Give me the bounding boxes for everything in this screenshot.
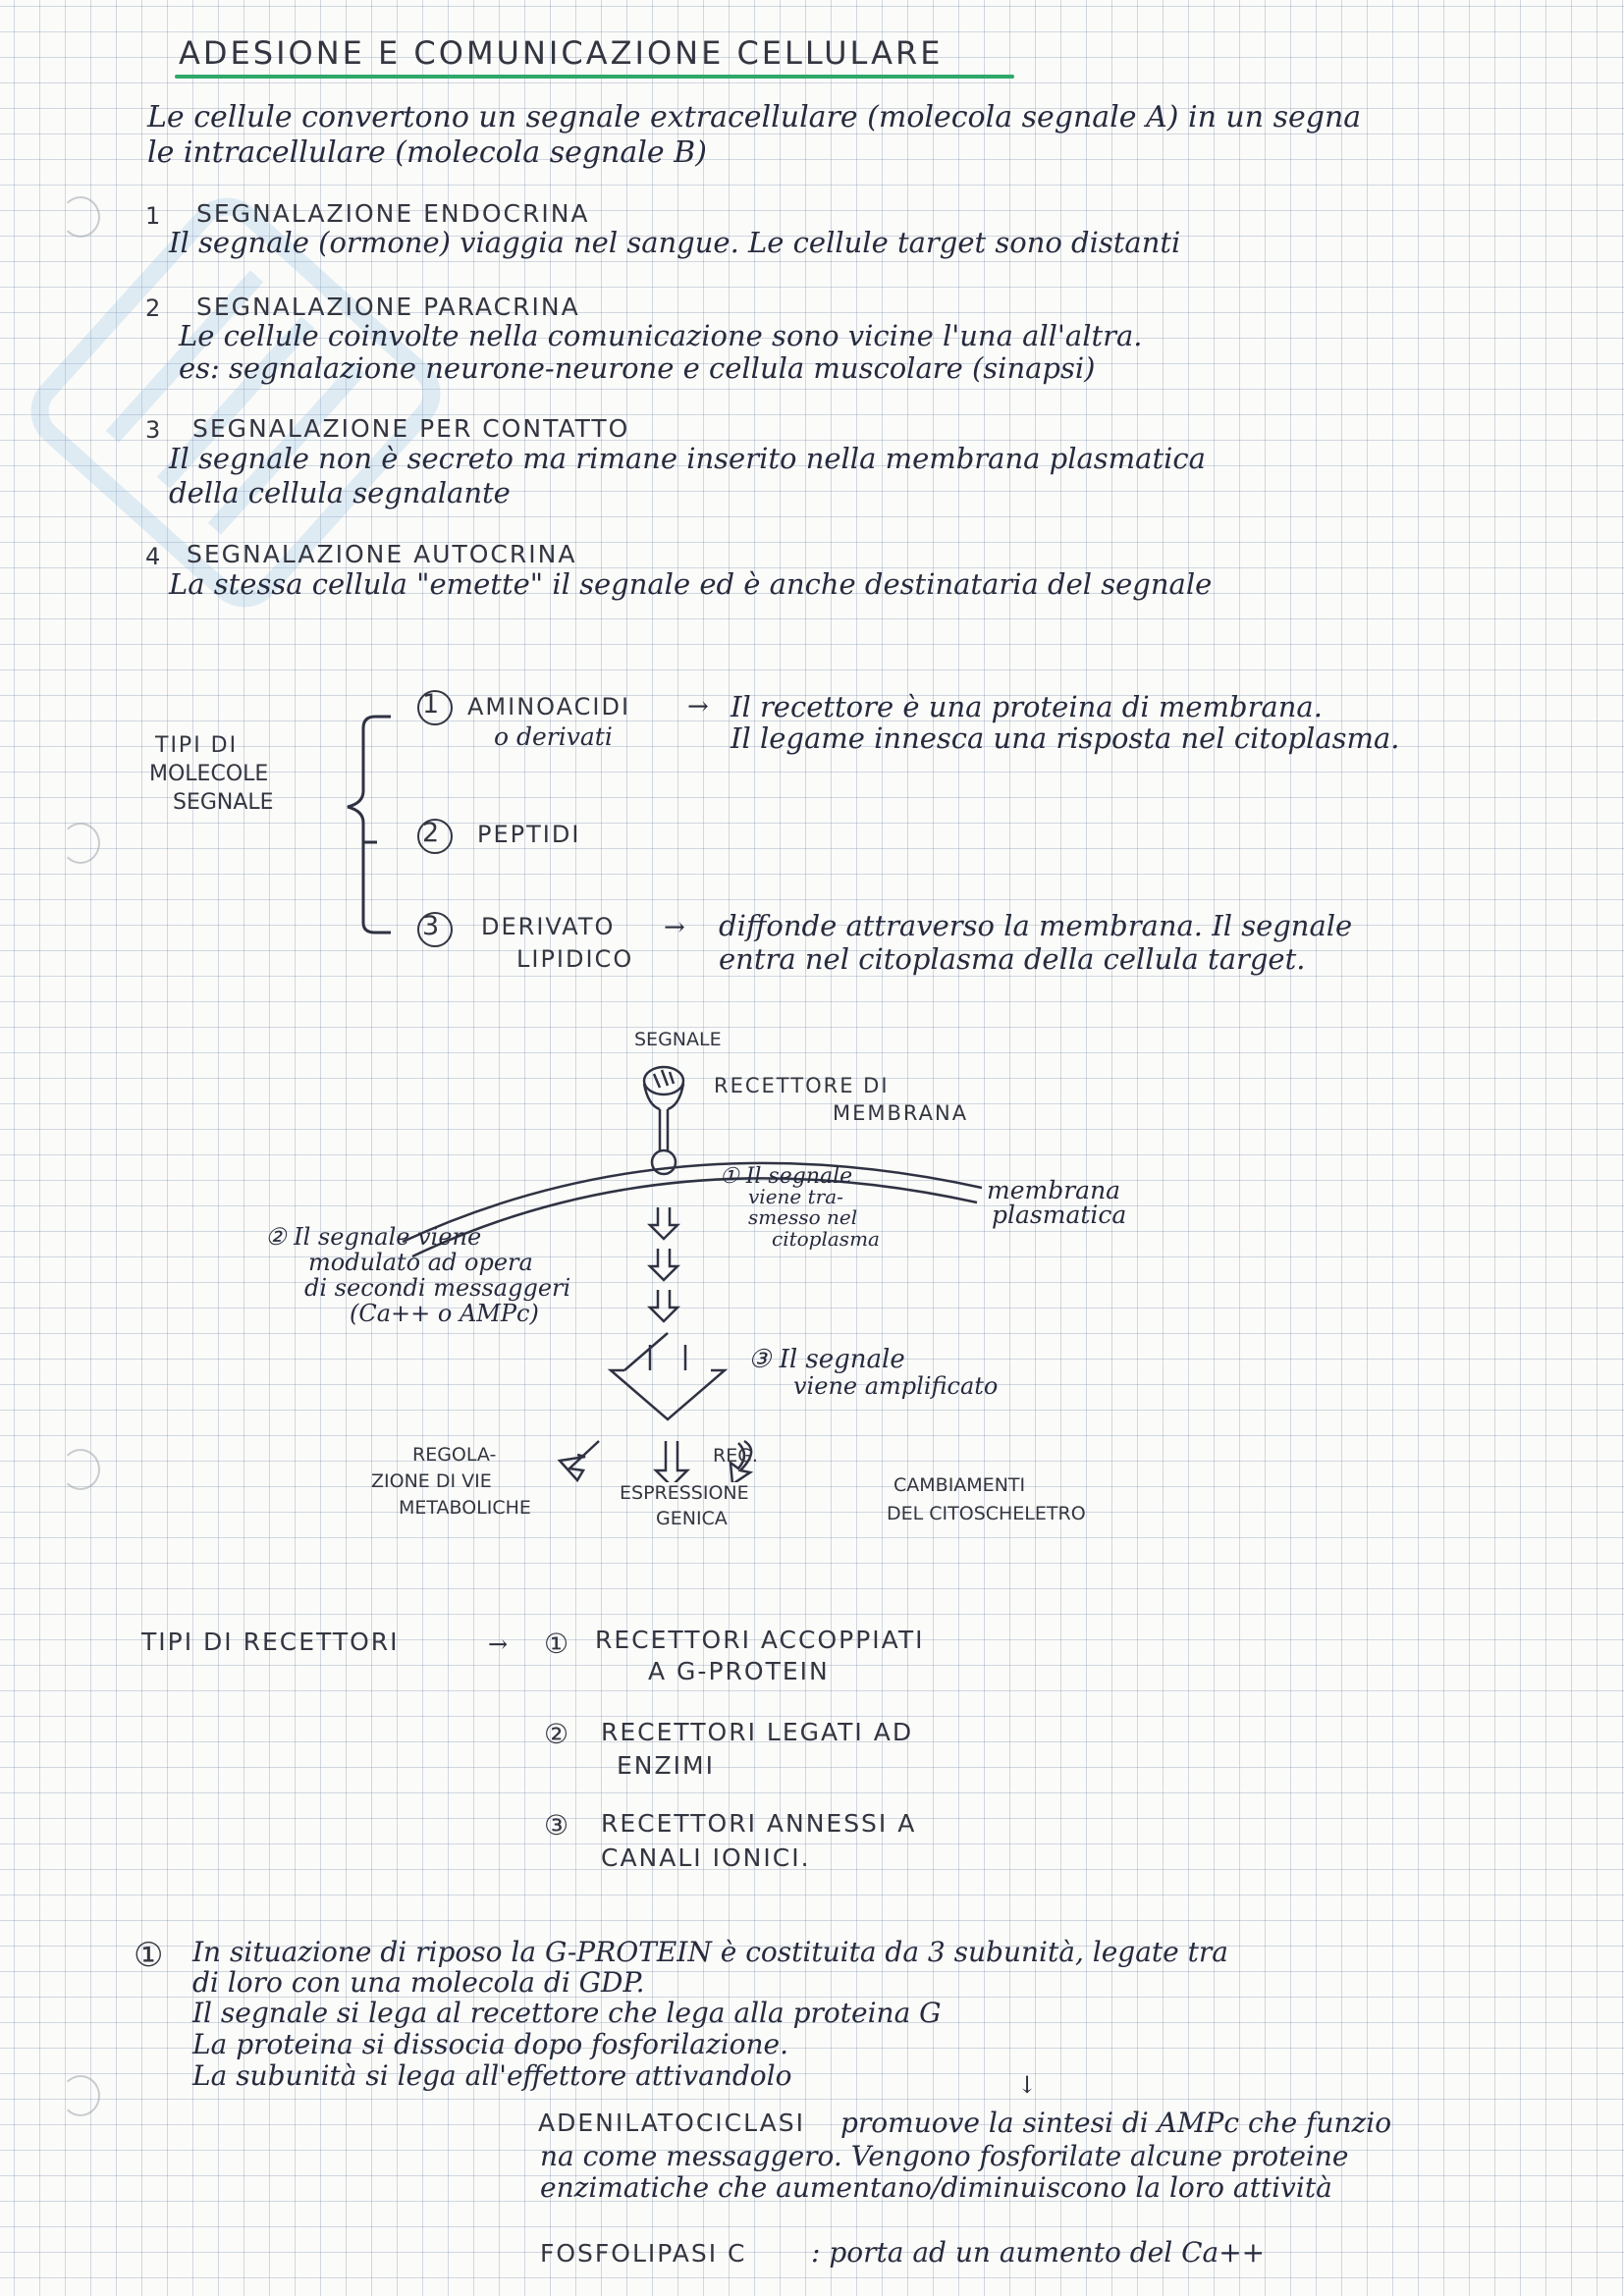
autocrina-heading: SEGNALAZIONE AUTOCRINA	[187, 540, 577, 568]
gprotein-line-3: Il segnale si lega al recettore che lega alla proteina G	[192, 1997, 942, 2029]
recettore-3-line-1: RECETTORI ANNESSI A	[601, 1809, 917, 1838]
aminoacidi-sub: o derivati	[494, 722, 613, 751]
out-mid-2: ESPRESSIONE	[620, 1482, 749, 1504]
page-title: ADESIONE E COMUNICAZIONE CELLULARE	[179, 34, 944, 72]
number-circle	[417, 690, 453, 725]
recettore-num-3: ③	[544, 1809, 571, 1842]
step1-line-2: viene tra-	[748, 1185, 843, 1208]
lipidico-name-1: DERIVATO	[481, 913, 616, 940]
endocrina-heading: SEGNALAZIONE ENDOCRINA	[196, 199, 590, 228]
contatto-text-2: della cellula segnalante	[169, 476, 511, 509]
recettore-num-2: ②	[544, 1718, 571, 1750]
step2-line-3: di secondi messaggeri	[304, 1274, 571, 1302]
out-mid-3: GENICA	[656, 1508, 728, 1529]
out-left-2: ZIONE DI VIE	[371, 1470, 492, 1492]
autocrina-text: La stessa cellula "emette" il segnale ed è anche destinataria del segnale	[169, 567, 1213, 601]
step2-line-1: ② Il segnale viene	[265, 1223, 482, 1251]
adenilato-label: ADENILATOCICLASI	[538, 2109, 805, 2137]
out-mid-1: REG.	[713, 1445, 758, 1467]
recettore-label-2: MEMBRANA	[833, 1101, 969, 1125]
gprotein-line-5: La subunità si lega all'effettore attivandolo	[192, 2059, 792, 2092]
contatto-heading: SEGNALAZIONE PER CONTATTO	[192, 414, 630, 443]
title-underline	[175, 75, 1014, 79]
arrow-right-icon: →	[664, 913, 685, 942]
item-number: 4	[145, 543, 163, 570]
paracrina-heading: SEGNALAZIONE PARACRINA	[196, 293, 580, 321]
number-circle	[417, 912, 453, 947]
membrana-label-2: plasmatica	[992, 1201, 1127, 1229]
gprotein-line-4: La proteina si dissocia dopo fosforilazione.	[192, 2028, 789, 2060]
item-number: 1	[145, 202, 163, 230]
step3-line-2: viene amplificato	[793, 1372, 999, 1400]
step3-line-1: ③ Il segnale	[748, 1345, 905, 1374]
molecole-label-1: TIPI DI	[155, 733, 239, 758]
gprotein-line-1: In situazione di riposo la G-PROTEIN è costituita da 3 subunità, legate tra	[192, 1936, 1228, 1968]
peptidi-name: PEPTIDI	[477, 821, 581, 848]
segnale-label: SEGNALE	[634, 1029, 722, 1050]
contatto-text-1: Il segnale non è secreto ma rimane inserito nella membrana plasmatica	[169, 442, 1206, 475]
punch-hole	[61, 823, 100, 864]
aminoacidi-desc-2: Il legame innesca una risposta nel citoplasma.	[731, 721, 1400, 755]
step1-line-3: smesso nel	[748, 1205, 858, 1229]
adenilato-text-3: enzimatiche che aumentano/diminuiscono la loro attività	[540, 2171, 1332, 2204]
recettore-num-1: ①	[544, 1628, 571, 1660]
number-circle	[417, 819, 453, 854]
out-right-2: DEL CITOSCHELETRO	[887, 1503, 1086, 1524]
step1-line-4: citoplasma	[772, 1227, 880, 1251]
item-number: 1	[422, 689, 442, 720]
gprotein-line-2: di loro con una molecola di GDP.	[192, 1966, 645, 1999]
lipidico-desc-2: entra nel citoplasma della cellula target.	[719, 942, 1306, 976]
recettore-3-line-2: CANALI IONICI.	[601, 1843, 811, 1872]
punch-hole	[61, 2075, 100, 2116]
recettore-label-1: RECETTORE DI	[714, 1074, 890, 1097]
intro-line-1: Le cellule convertono un segnale extracellulare (molecola segnale A) in un segna	[147, 100, 1362, 134]
recettore-1-line-1: RECETTORI ACCOPPIATI	[595, 1626, 925, 1654]
out-left-1: REGOLA-	[412, 1444, 497, 1466]
molecole-label-2: MOLECOLE	[149, 762, 269, 786]
out-right-1: CAMBIAMENTI	[893, 1474, 1026, 1496]
item-number: 2	[145, 294, 163, 322]
step2-line-2: modulato ad opera	[308, 1249, 533, 1276]
punch-hole	[61, 1449, 100, 1490]
recettore-1-line-2: A G-PROTEIN	[648, 1657, 830, 1685]
molecole-label-3: SEGNALE	[173, 790, 274, 815]
recettore-2-line-2: ENZIMI	[617, 1751, 715, 1780]
membrana-label-1: membrana	[987, 1176, 1121, 1204]
arrow-right-icon: →	[687, 692, 709, 721]
fosfolipasi-text: : porta ad un aumento del Ca++	[811, 2236, 1266, 2269]
intro-line-2: le intracellulare (molecola segnale B)	[147, 135, 707, 170]
step2-line-4: (Ca++ o AMPc)	[350, 1300, 539, 1327]
recettori-label: TIPI DI RECETTORI	[141, 1628, 400, 1656]
gprotein-num: ①	[134, 1936, 166, 1975]
arrow-right-icon: →	[488, 1630, 509, 1658]
arrow-down-icon: ↓	[1017, 2071, 1038, 2099]
aminoacidi-desc-1: Il recettore è una proteina di membrana.	[731, 690, 1323, 723]
step1-line-1: ① Il segnale	[720, 1164, 853, 1189]
fosfolipasi-label: FOSFOLIPASI C	[540, 2239, 747, 2268]
endocrina-text: Il segnale (ormone) viaggia nel sangue. Le cellule target sono distanti	[169, 226, 1181, 259]
paracrina-text-1: Le cellule coinvolte nella comunicazione sono vicine l'una all'altra.	[179, 319, 1143, 352]
lipidico-name-2: LIPIDICO	[516, 945, 634, 973]
aminoacidi-name: AMINOACIDI	[467, 693, 631, 721]
lipidico-desc-1: diffonde attraverso la membrana. Il segnale	[719, 909, 1353, 942]
item-number: 3	[145, 416, 163, 444]
item-number: 2	[422, 818, 442, 848]
adenilato-text-2: na come messaggero. Vengono fosforilate alcune proteine	[540, 2140, 1349, 2172]
recettore-2-line-1: RECETTORI LEGATI AD	[601, 1718, 914, 1746]
paracrina-text-2: es: segnalazione neurone-neurone e cellula muscolare (sinapsi)	[179, 351, 1096, 385]
out-left-3: METABOLICHE	[399, 1497, 531, 1519]
item-number: 3	[422, 911, 442, 941]
adenilato-text-1: promuove la sintesi di AMPc che funzio	[840, 2107, 1392, 2139]
